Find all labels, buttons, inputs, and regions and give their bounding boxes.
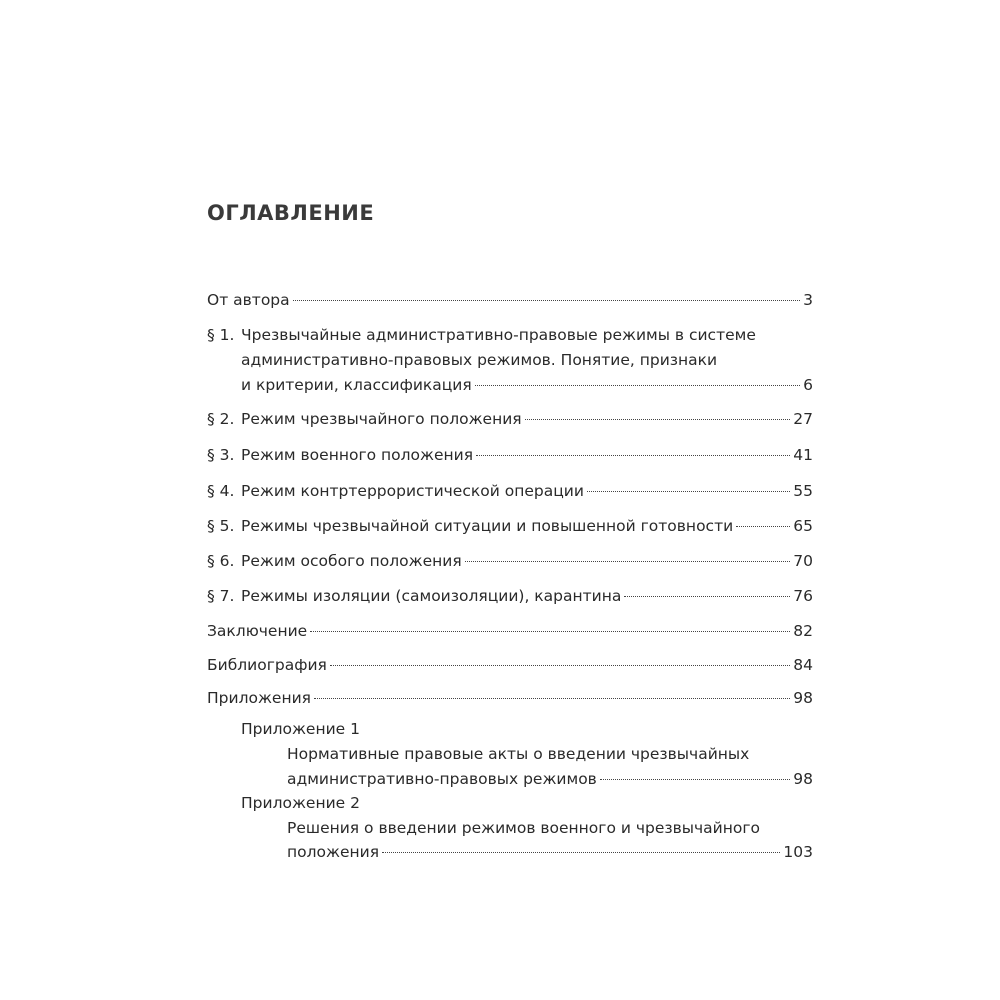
- leader-dots: [587, 491, 790, 492]
- toc-entry-s4[interactable]: [207, 481, 813, 501]
- toc-entry-appendix-2[interactable]: [287, 842, 813, 862]
- entry-page: 3: [803, 291, 813, 309]
- entry-page: 98: [793, 770, 813, 788]
- toc-entry-appendices[interactable]: [207, 688, 813, 708]
- entry-label: Библиография: [207, 656, 327, 674]
- entry-page: 82: [793, 622, 813, 640]
- leader-dots: [736, 526, 790, 527]
- leader-dots: [314, 698, 790, 699]
- toc-entry-appendix-2-line1: Решения о введении режимов военного и чрезвычайного: [287, 819, 760, 837]
- entry-label: Режимы изоляции (самоизоляции), карантина: [241, 587, 622, 605]
- toc-entry-s1-line1[interactable]: [207, 325, 807, 345]
- toc-entry-s1-line2: административно-правовых режимов. Понятие, признаки: [241, 351, 718, 369]
- entry-page: 70: [793, 552, 813, 570]
- leader-dots: [476, 455, 790, 456]
- toc-entry-s6[interactable]: [207, 551, 813, 571]
- leader-dots: [525, 419, 791, 420]
- entry-page: 6: [803, 376, 813, 394]
- entry-label: Режим особого положения: [241, 552, 462, 570]
- entry-label: Режим контртеррористической операции: [241, 482, 584, 500]
- entry-label: Заключение: [207, 622, 308, 640]
- toc-entry-appendix-2-label[interactable]: Приложение 2: [241, 794, 360, 812]
- entry-label: Чрезвычайные административно-правовые режимы в системе: [241, 326, 756, 344]
- leader-dots: [330, 665, 790, 666]
- section-number: § 6.: [207, 552, 235, 570]
- toc-entry-s3[interactable]: [207, 445, 813, 465]
- toc-entry-s1-line3[interactable]: [241, 375, 813, 395]
- toc-entry-s7[interactable]: [207, 586, 813, 606]
- leader-dots: [465, 561, 791, 562]
- section-number: § 4.: [207, 482, 235, 500]
- toc-entry-bibliography[interactable]: [207, 655, 813, 675]
- entry-page: 103: [783, 843, 813, 861]
- toc-entry-conclusion[interactable]: [207, 621, 813, 641]
- toc-entry-appendix-1-label[interactable]: Приложение 1: [241, 720, 360, 738]
- entry-page: 84: [793, 656, 813, 674]
- toc-entry-appendix-1[interactable]: [287, 769, 813, 789]
- entry-label: Режим военного положения: [241, 446, 474, 464]
- section-number: § 3.: [207, 446, 235, 464]
- leader-dots: [624, 596, 790, 597]
- entry-label: и критерии, классификация: [241, 376, 472, 394]
- entry-page: 76: [793, 587, 813, 605]
- leader-dots: [310, 631, 790, 632]
- toc-entry-appendix-1-line1: Нормативные правовые акты о введении чрезвычайных: [287, 745, 750, 763]
- entry-label: Режим чрезвычайного положения: [241, 410, 522, 428]
- entry-label: Режимы чрезвычайной ситуации и повышенной готовности: [241, 517, 734, 535]
- entry-label: От автора: [207, 291, 290, 309]
- entry-page: 55: [793, 482, 813, 500]
- entry-page: 65: [793, 517, 813, 535]
- section-number: § 1.: [207, 326, 235, 344]
- section-number: § 5.: [207, 517, 235, 535]
- section-number: § 7.: [207, 587, 235, 605]
- entry-label: административно-правовых режимов: [287, 770, 597, 788]
- toc-entry-s2[interactable]: [207, 409, 813, 429]
- entry-page: 27: [793, 410, 813, 428]
- leader-dots: [600, 779, 790, 780]
- toc-entry-author[interactable]: [207, 290, 813, 310]
- entry-label: Приложения: [207, 689, 311, 707]
- leader-dots: [475, 385, 800, 386]
- leader-dots: [382, 852, 780, 853]
- entry-page: 41: [793, 446, 813, 464]
- toc-heading: ОГЛАВЛЕНИЕ: [207, 201, 375, 225]
- toc-entry-s5[interactable]: [207, 516, 813, 536]
- leader-dots: [293, 300, 800, 301]
- section-number: § 2.: [207, 410, 235, 428]
- entry-label: положения: [287, 843, 380, 861]
- entry-page: 98: [793, 689, 813, 707]
